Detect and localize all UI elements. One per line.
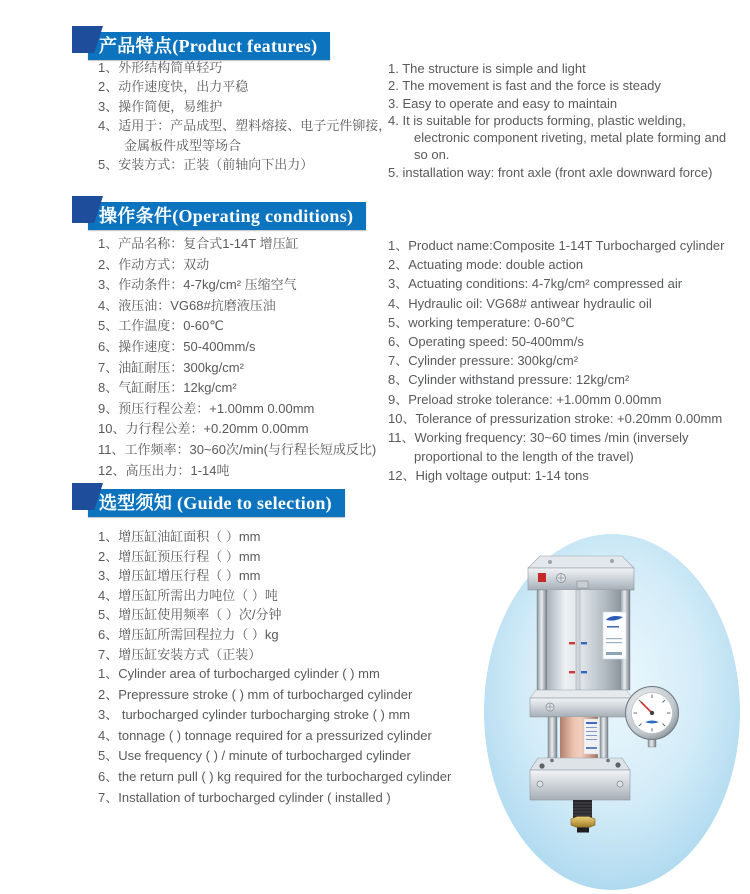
list-item: 5. installation way: front axle (front axle downward force) <box>388 164 713 180</box>
list-item: 2、Actuating mode: double action <box>388 257 584 273</box>
lower-cylinder-body <box>548 717 608 758</box>
list-item: 1、外形结构简单轻巧 <box>98 60 223 75</box>
list-item: 5、安装方式：正装（前轴向下出力） <box>98 157 314 173</box>
selection-list-en <box>98 664 496 808</box>
list-item: 2、动作速度快，出力平稳 <box>98 79 249 95</box>
list-item: 5、增压缸使用频率（ ）次/分钟 <box>98 607 282 623</box>
section-title: 产品特点(Product features) <box>88 32 330 60</box>
list-item: 9、预压行程公差：+1.00mm 0.00mm <box>98 400 315 416</box>
red-sticker <box>538 573 546 582</box>
bottom-plate <box>530 758 630 800</box>
cylinder-illustration <box>478 526 744 892</box>
list-item: 3. Easy to operate and easy to maintain <box>388 95 618 111</box>
list-item: 3、作动条件：4-7kg/cm² 压缩空气 <box>98 277 297 293</box>
screw-icon <box>537 781 543 787</box>
list-item: 2. The movement is fast and the force is steady <box>388 78 661 94</box>
list-item: 1、增压缸油缸面积（ ）mm <box>98 529 261 544</box>
list-item: 1、Product name:Composite 1-14T Turbocharged cylinder <box>388 238 725 253</box>
list-item: 6、the return pull ( ) kg required for the turbocharged cylinder <box>98 768 452 784</box>
conditions-list-cn <box>98 234 400 481</box>
list-item: 5、working temperature: 0-60℃ <box>388 314 575 330</box>
sight-glass-tube <box>576 590 580 690</box>
list-item: 9、Preload stroke tolerance: +1.00mm 0.00mm <box>388 391 662 407</box>
list-item: 11、工作频率：30~60次/min(与行程长短成反比) <box>98 441 377 457</box>
features-list-en <box>388 60 740 181</box>
list-item: 4. It is suitable for products forming, plastic welding, electronic component riveting, metal plate forming and so on. <box>388 112 727 163</box>
list-item: 7、增压缸安装方式（正装） <box>98 646 262 662</box>
list-item: 8、Cylinder withstand pressure: 12kg/cm² <box>388 372 630 388</box>
list-item: 2、Prepressure stroke ( ) mm of turbocharged cylinder <box>98 686 413 702</box>
top-plate <box>528 556 634 590</box>
list-item: 4、液压油：VG68#抗磨液压油 <box>98 297 276 313</box>
list-item: 3、Actuating conditions: 4-7kg/cm² compressed air <box>388 276 683 292</box>
list-item: 8、气缸耐压：12kg/cm² <box>98 380 237 396</box>
list-item: 1、产品名称：复合式1-14T 增压缸 <box>98 236 299 251</box>
air-fitting <box>577 581 588 588</box>
list-item: 7、Installation of turbocharged cylinder ( installed ) <box>98 789 391 805</box>
list-item: 7、Cylinder pressure: 300kg/cm² <box>388 353 579 369</box>
list-item: 12、High voltage output: 1-14 tons <box>388 468 589 484</box>
list-item: 6、增压缸所需回程拉力（ ）kg <box>98 626 279 642</box>
list-item: 5、工作温度：0-60℃ <box>98 318 224 334</box>
list-item: 4、适用于：产品成型、塑料熔接、电子元件铆接，金属板件成型等场合 <box>98 118 392 153</box>
list-item: 10、力行程公差：+0.20mm 0.00mm <box>98 421 309 437</box>
brand-label <box>603 612 626 659</box>
product-photo <box>478 526 744 892</box>
list-item: 3、增压缸增压行程（ ）mm <box>98 568 261 584</box>
spec-label <box>584 719 599 754</box>
list-item: 4、tonnage ( ) tonnage required for a pressurized cylinder <box>98 727 432 743</box>
list-item: 5、Use frequency ( ) / minute of turbocharged cylinder <box>98 748 411 764</box>
list-item: 3、操作简便，易维护 <box>98 98 223 114</box>
screw-icon <box>617 781 623 787</box>
list-item: 6、操作速度：50-400mm/s <box>98 338 256 354</box>
list-item: 1、Cylinder area of turbocharged cylinder ( ) mm <box>98 666 380 681</box>
list-item: 2、增压缸预压行程（ ）mm <box>98 548 261 564</box>
list-item: 6、Operating speed: 50-400mm/s <box>388 334 584 350</box>
list-item: 3、 turbocharged cylinder turbocharging stroke ( ) mm <box>98 707 411 723</box>
upper-cylinder-body <box>537 590 630 690</box>
list-item: 4、Hydraulic oil: VG68# antiwear hydraulic oil <box>388 295 652 311</box>
list-item: 1. The structure is simple and light <box>388 61 586 76</box>
selection-list-cn <box>98 527 478 664</box>
conditions-list-en <box>388 236 744 486</box>
list-item: 2、作动方式：双动 <box>98 256 210 272</box>
section-title: 操作条件(Operating conditions) <box>88 202 366 230</box>
hex-nut <box>571 817 595 828</box>
list-item: 10、Tolerance of pressurization stroke: +0.20mm 0.00mm <box>388 410 723 426</box>
list-item: 11、Working frequency: 30~60 times /min (inversely proportional to the length of the travel) <box>388 430 689 465</box>
list-item: 12、高压出力：1-14吨 <box>98 462 230 478</box>
list-item: 7、油缸耐压：300kg/cm² <box>98 359 244 375</box>
list-item: 4、增压缸所需出力吨位（ ）吨 <box>98 587 278 603</box>
section-title: 选型须知 (Guide to selection) <box>88 489 345 517</box>
features-list-cn <box>98 58 396 174</box>
